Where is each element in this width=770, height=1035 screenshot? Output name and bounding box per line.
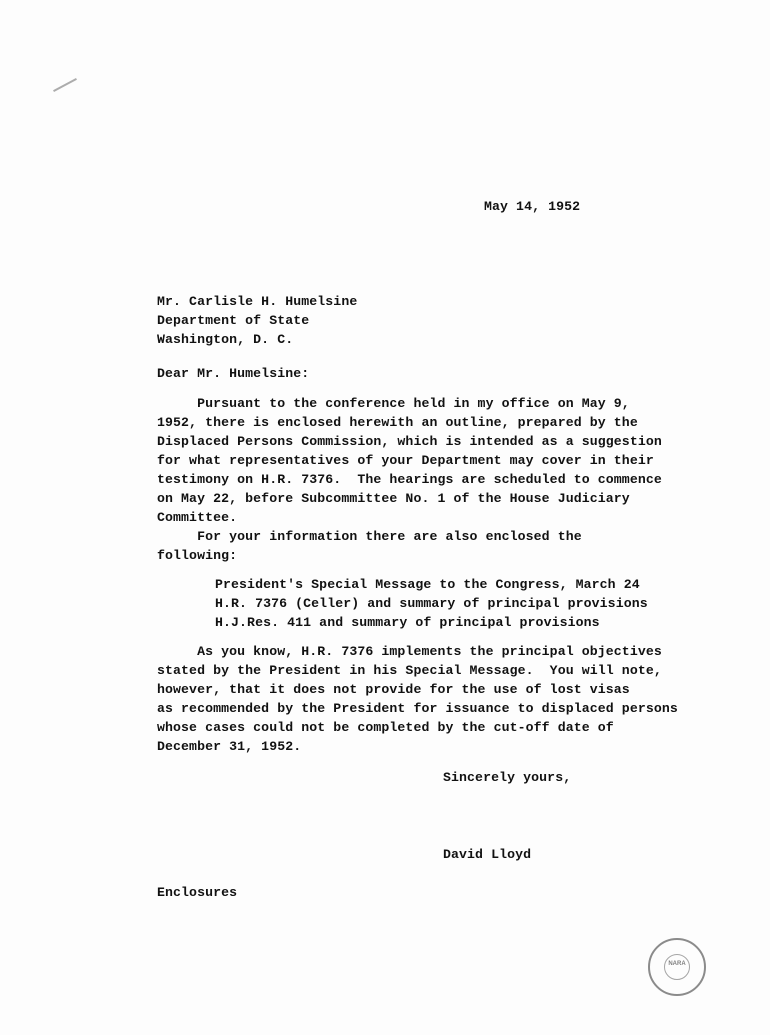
paragraph-line: on May 22, before Subcommittee No. 1 of the House Judiciary [157, 491, 630, 506]
paragraph-line: for what representatives of your Department may cover in their [157, 453, 654, 468]
corner-mark [53, 78, 77, 92]
paragraph-line: following: [157, 548, 238, 563]
enclosure-item: H.R. 7376 (Celler) and summary of principal provisions [215, 596, 648, 611]
enclosures-label: Enclosures [157, 885, 238, 900]
paragraph-line: Pursuant to the conference held in my office on May 9, [157, 396, 630, 411]
paragraph-line: Displaced Persons Commission, which is intended as a suggestion [157, 434, 662, 449]
signature-name: David Lloyd [443, 847, 532, 862]
letter-date: May 14, 1952 [484, 199, 581, 214]
paragraph-line: 1952, there is enclosed herewith an outline, prepared by the [157, 415, 638, 430]
paragraph-line: December 31, 1952. [157, 739, 302, 754]
enclosure-item: President's Special Message to the Congress, March 24 [215, 577, 640, 592]
library-stamp [648, 938, 706, 996]
addressee-line: Department of State [157, 313, 310, 328]
enclosure-item: H.J.Res. 411 and summary of principal provisions [215, 615, 600, 630]
stamp-inner-ring [664, 954, 690, 980]
paragraph-line: testimony on H.R. 7376. The hearings are scheduled to commence [157, 472, 662, 487]
addressee-line: Washington, D. C. [157, 332, 294, 347]
paragraph-line: as recommended by the President for issuance to displaced persons [157, 701, 678, 716]
addressee-line: Mr. Carlisle H. Humelsine [157, 294, 358, 309]
paragraph-line: For your information there are also enclosed the [157, 529, 582, 544]
paragraph-line: As you know, H.R. 7376 implements the principal objectives [157, 644, 662, 659]
paragraph-line: whose cases could not be completed by the cut-off date of [157, 720, 614, 735]
salutation: Dear Mr. Humelsine: [157, 366, 310, 381]
paragraph-line: Committee. [157, 510, 238, 525]
closing: Sincerely yours, [443, 770, 572, 785]
paragraph-line: however, that it does not provide for the use of lost visas [157, 682, 630, 697]
stamp-text: NARA [668, 961, 686, 967]
paragraph-line: stated by the President in his Special Message. You will note, [157, 663, 662, 678]
